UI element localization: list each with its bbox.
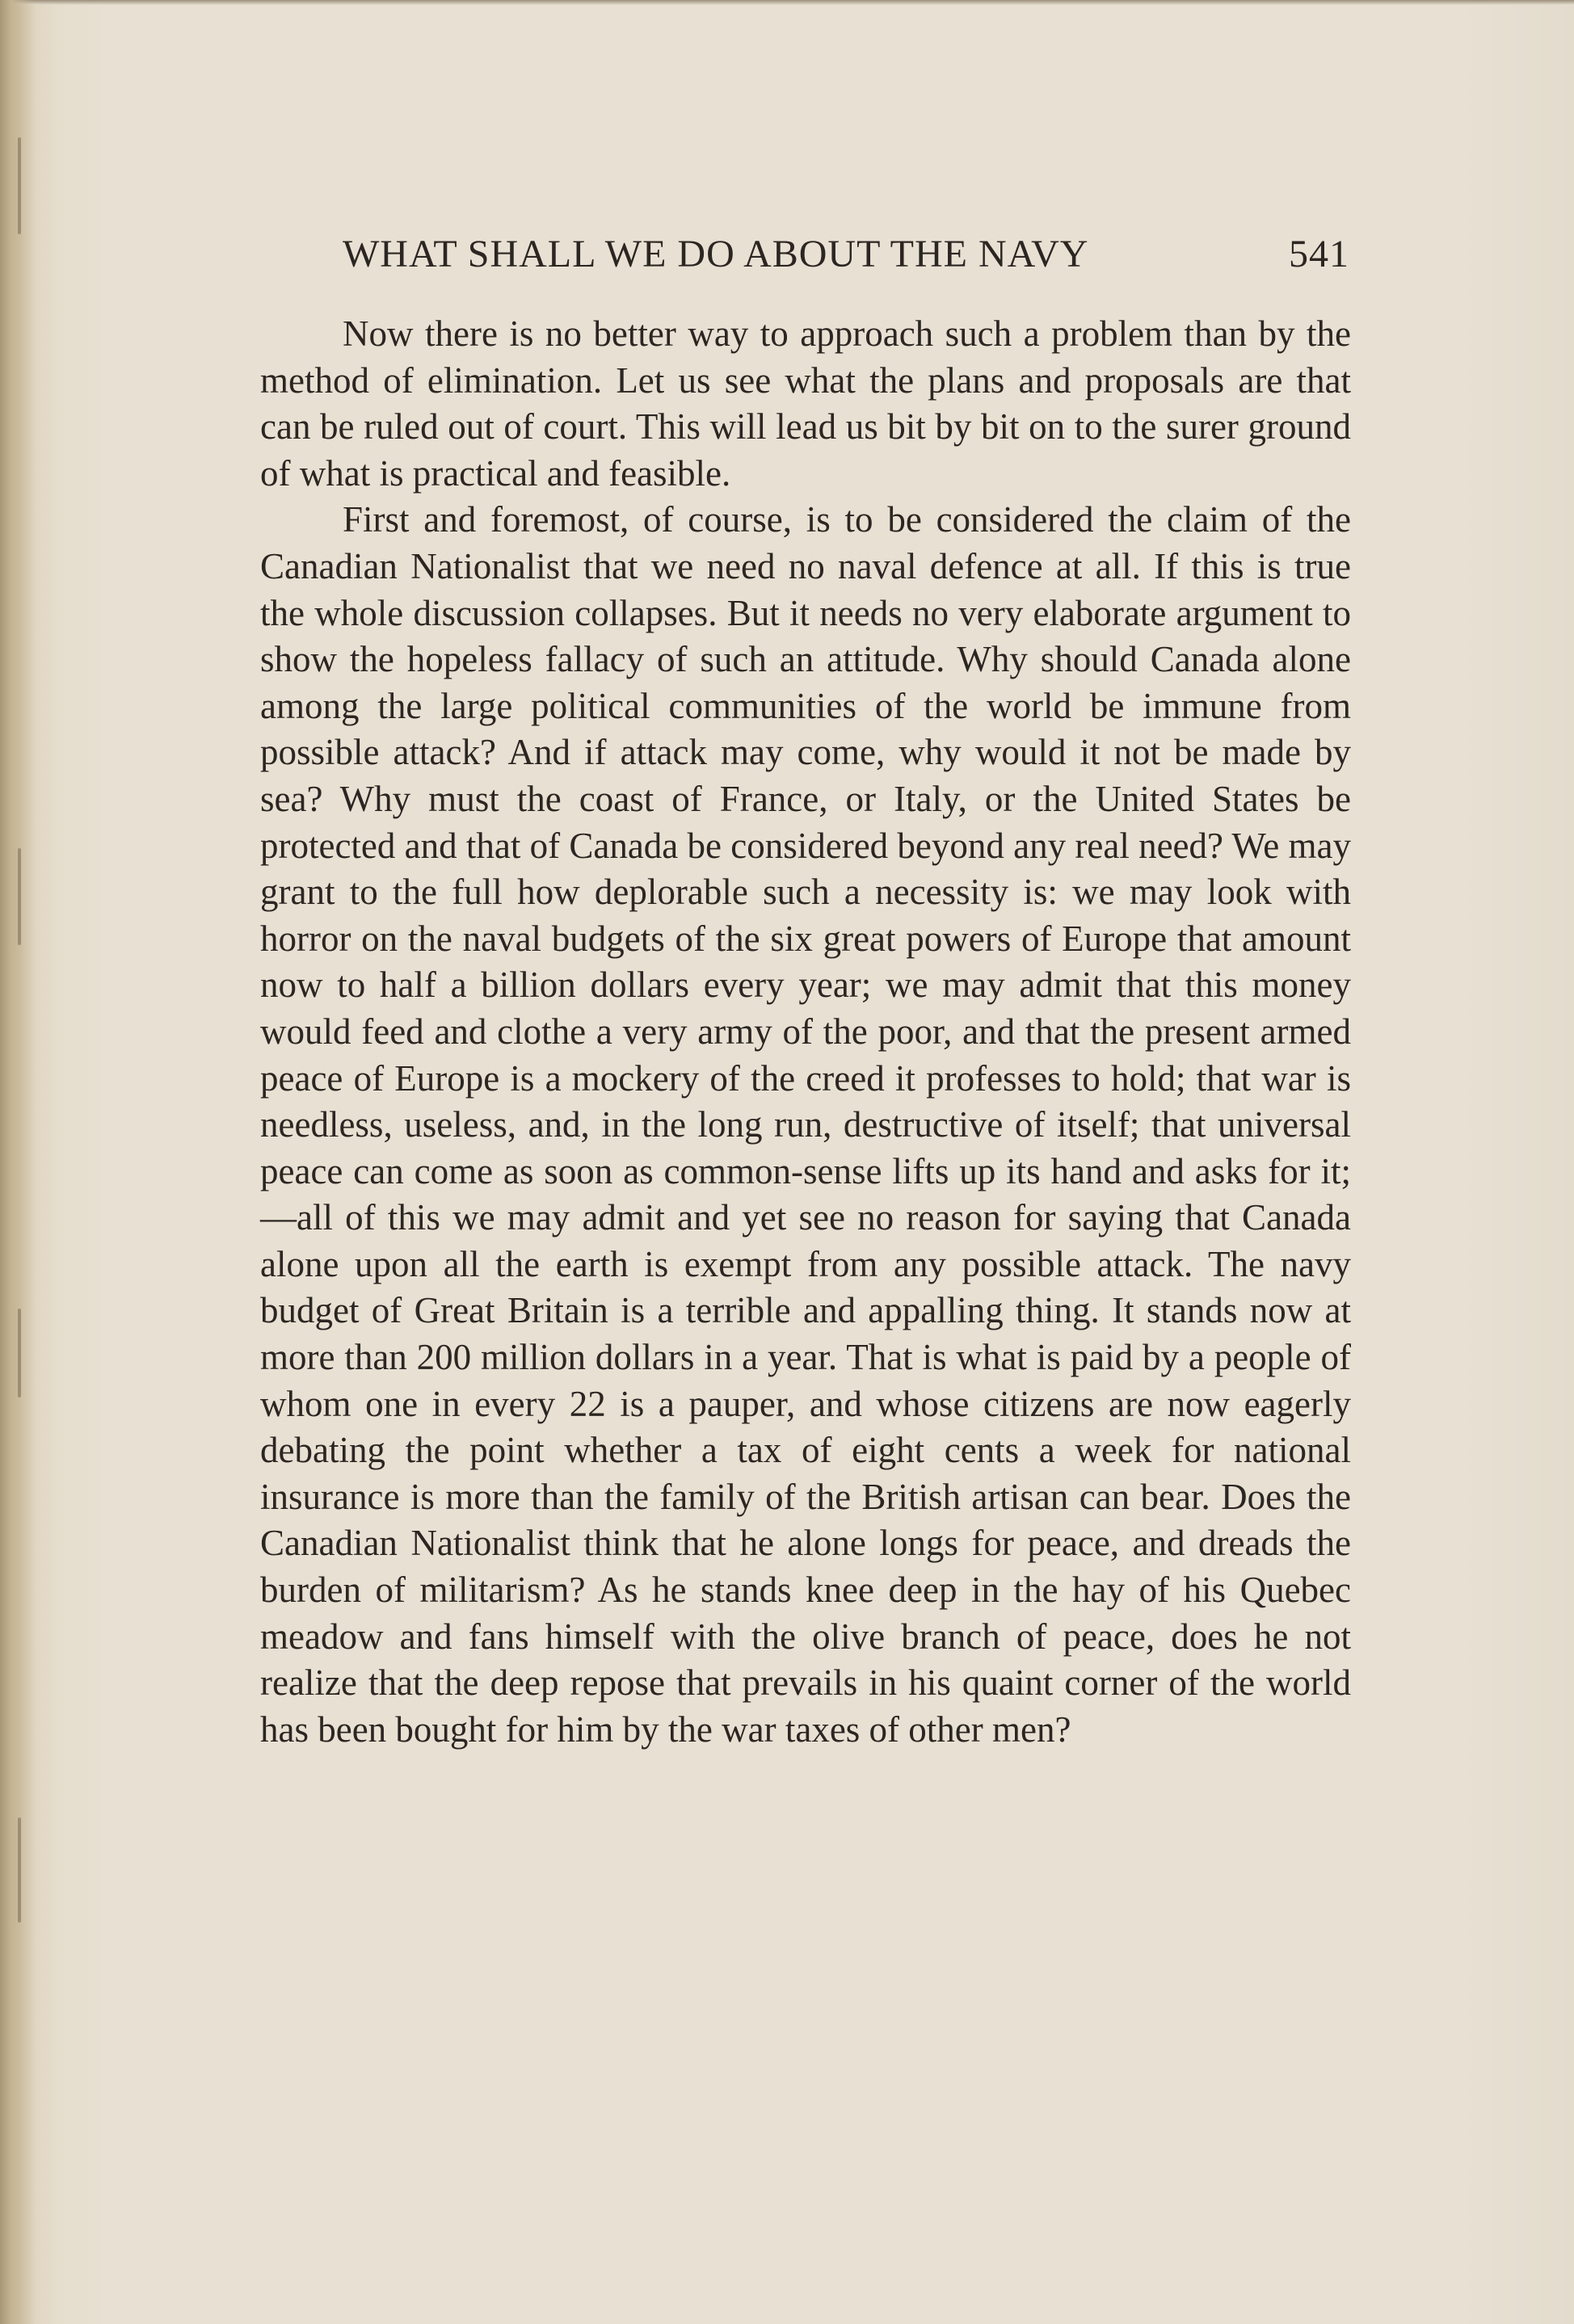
body-text <box>260 311 1351 1753</box>
page-number: 541 <box>1289 233 1349 275</box>
running-head <box>259 230 1349 279</box>
binding-thread <box>18 1818 21 1923</box>
paragraph: First and foremost, of course, is to be considered the claim of the Canadian Nationalist that we need no naval defence at all. If this is true the whole discussion collapses. But it needs no very elaborate argument to show the hopeless fallacy of such an attitude. Why should Canada alone among the large political communities of the world be immune from possible attack? And if attack may come, why would it not be made by sea? Why must the coast of France, or Italy, or the United States be protected and that of Canada be considered beyond any real need? We may grant to the full how deplorable such a necessity is: we may look with horror on the naval budgets of the six great powers of Europe that amount now to half a billion dollars every year; we may admit that this money would feed and clothe a very army of the poor, and that the present armed peace of Europe is a mockery of the creed it professes to hold; that war is needless, useless, and, in the long run, destructive of itself; that universal peace can come as soon as common-sense lifts up its hand and asks for it;—all of this we may admit and yet see no reason for saying that Canada alone upon all the earth is exempt from any possible attack. The navy budget of Great Britain is a terrible and appalling thing. It stands now at more than 200 million dollars in a year. That is what is paid by a people of whom one in every 22 is a pauper, and whose citizens are now eagerly debating the point whether a tax of eight cents a week for national insurance is more than the family of the British artisan can bear. Does the Canadian Nationalist think that he alone longs for peace, and dreads the burden of militarism? As he stands knee deep in the hay of his Quebec meadow and fans himself with the olive branch of peace, does he not realize that the deep repose that prevails in his quaint corner of the world has been bought for him by the war taxes of other men? <box>260 499 1351 1750</box>
paragraph: Now there is no better way to approach such a problem than by the method of elimination. Let us see what the plans and proposals are that can be ruled out of court. This will lead us bit by bit on to the surer ground of what is practical and feasible. <box>260 313 1351 494</box>
page-top-edge <box>0 0 1574 5</box>
binding-thread <box>18 848 21 945</box>
binding-thread <box>18 137 21 234</box>
binding-thread <box>18 1309 21 1397</box>
binding-edge <box>0 0 36 2324</box>
running-head-title: WHAT SHALL WE DO ABOUT THE NAVY <box>343 233 1089 275</box>
